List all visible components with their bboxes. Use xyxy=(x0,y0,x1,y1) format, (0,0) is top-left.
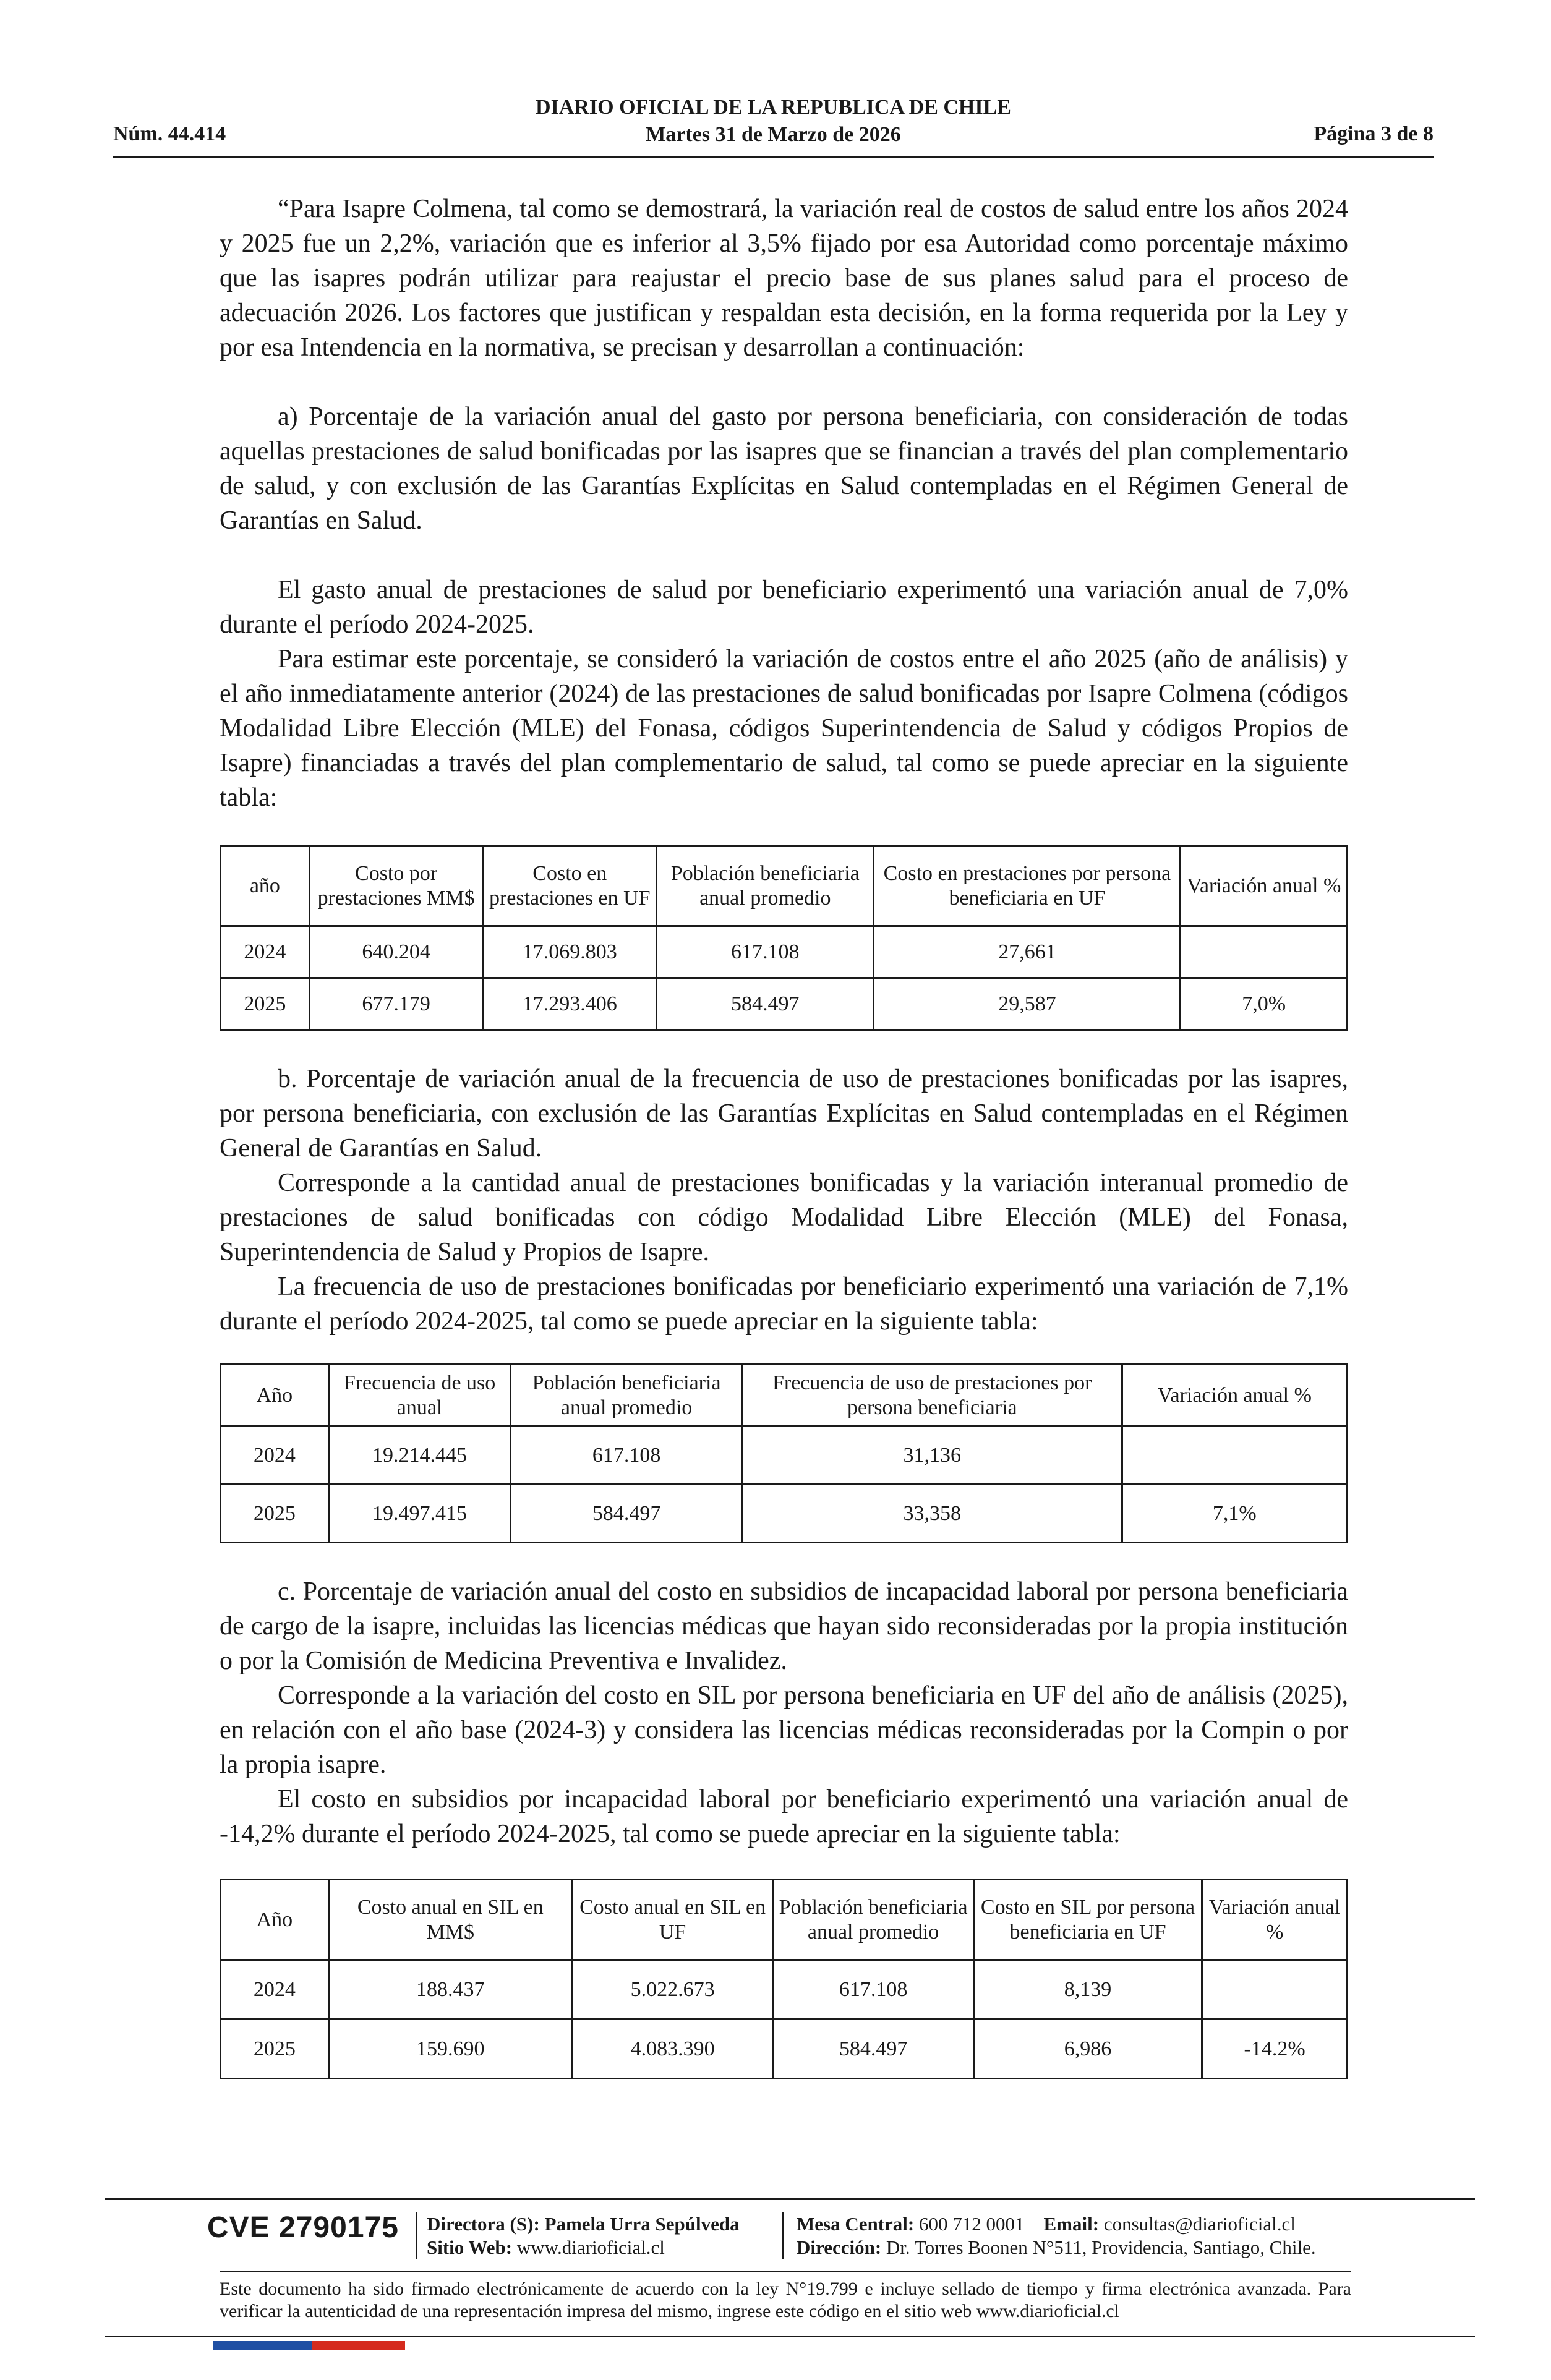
table-cell: 2024 xyxy=(221,1960,329,2020)
table-cell xyxy=(1202,1960,1348,2020)
table-cell: 8,139 xyxy=(973,1960,1202,2020)
table-header: Costo en prestaciones por persona beneficiaria en UF xyxy=(874,846,1181,926)
footer-director-block xyxy=(427,2212,740,2259)
address-value: Dr. Torres Boonen N°511, Providencia, Santiago, Chile. xyxy=(886,2237,1316,2258)
table-cell: 2025 xyxy=(221,1485,329,1543)
table-header: Costo en SIL por persona beneficiaria en UF xyxy=(973,1880,1202,1960)
table-cell: 2025 xyxy=(221,978,310,1030)
table-cell: 677.179 xyxy=(309,978,483,1030)
table-header: Costo anual en SIL en MM$ xyxy=(328,1880,572,1960)
email-label: Email: xyxy=(1043,2213,1100,2235)
footer-contact-block xyxy=(797,2212,1316,2259)
section-b-heading: b. Porcentaje de variación anual de la frecuencia de uso de prestaciones bonificadas por las isapres, por persona beneficiaria, con exclusión de las Garantías Explícitas en Salud contempladas en el Régimen General de Garantías en Salud. xyxy=(220,1065,1348,1162)
table-cell: 617.108 xyxy=(657,926,874,978)
table-cell: 159.690 xyxy=(328,2020,572,2079)
flag-stripe-red xyxy=(312,2341,405,2350)
table-cell: 7,1% xyxy=(1122,1485,1347,1543)
page-number: Página 3 de 8 xyxy=(1314,122,1434,145)
table-cell: 2024 xyxy=(221,926,310,978)
section-c-heading: c. Porcentaje de variación anual del costo en subsidios de incapacidad laboral por persona beneficiaria de cargo de la isapre, incluidas las licencias médicas que hayan sido reconsideradas por la propia institución o por la Comisión de Medicina Preventiva e Invalidez. xyxy=(220,1577,1348,1675)
table-cell: 188.437 xyxy=(328,1960,572,2020)
table-header: Población beneficiaria anual promedio xyxy=(511,1365,742,1427)
table-cell: 617.108 xyxy=(773,1960,974,2020)
table-cell: -14.2% xyxy=(1202,2020,1348,2079)
section-c-result: El costo en subsidios por incapacidad laboral por beneficiario experimentó una variación anual de -14,2% durante el período 2024-2025, tal como se puede apreciar en la siguiente tabla: xyxy=(220,1785,1348,1848)
table-header: Año xyxy=(221,1365,329,1427)
table-cell: 27,661 xyxy=(874,926,1181,978)
header-divider xyxy=(113,156,1434,158)
table-cell: 17.293.406 xyxy=(483,978,657,1030)
table-cell: 617.108 xyxy=(511,1427,742,1485)
table-row xyxy=(221,2020,1348,2079)
cost-per-beneficiary-table xyxy=(220,845,1348,1031)
phone-value: 600 712 0001 xyxy=(919,2213,1025,2235)
table-header: Costo en prestaciones en UF xyxy=(483,846,657,926)
table-header: Frecuencia de uso de prestaciones por persona beneficiaria xyxy=(742,1365,1122,1427)
table-row xyxy=(221,978,1348,1030)
section-a-heading: a) Porcentaje de la variación anual del gasto por persona beneficiaria, con consideración de todas aquellas prestaciones de salud bonificadas por las isapres que se financian a través del plan complementario de salud, y con exclusión de las Garantías Explícitas en Salud contempladas en el Régimen General de Garantías en Salud. xyxy=(220,403,1348,535)
table-cell: 17.069.803 xyxy=(483,926,657,978)
table-header: Variación anual % xyxy=(1202,1880,1348,1960)
address-label: Dirección: xyxy=(797,2237,882,2258)
footer-separator xyxy=(416,2212,417,2259)
table-row xyxy=(221,1485,1348,1543)
table-cell: 4.083.390 xyxy=(572,2020,772,2079)
table-header: Frecuencia de uso anual xyxy=(328,1365,511,1427)
table-cell: 33,358 xyxy=(742,1485,1122,1543)
section-c-description: Corresponde a la variación del costo en SIL por persona beneficiaria en UF del año de análisis (2025), en relación con el año base (2024-3) y considera las licencias médicas reconsideradas por la Compin o por la propia isapre. xyxy=(220,1681,1348,1779)
signature-note: Este documento ha sido firmado electrónicamente de acuerdo con la ley N°19.799 e incluye sellado de tiempo y firma electrónica avanzada. Para verificar la autenticidad de una representación impresa del mismo, ingrese este código en el sitio web www.diarioficial.cl xyxy=(220,2279,1351,2321)
page-header xyxy=(113,93,1434,148)
table-header: Variación anual % xyxy=(1122,1365,1347,1427)
issue-date: Martes 31 de Marzo de 2026 xyxy=(646,123,901,146)
table-header: Población beneficiaria anual promedio xyxy=(773,1880,974,1960)
table-cell: 31,136 xyxy=(742,1427,1122,1485)
director-name: Pamela Urra Sepúlveda xyxy=(544,2213,740,2235)
table-header-row xyxy=(221,846,1348,926)
footer-divider xyxy=(105,2198,1475,2200)
email-link[interactable]: consultas@diarioficial.cl xyxy=(1103,2213,1296,2235)
table-cell: 29,587 xyxy=(874,978,1181,1030)
table-cell: 5.022.673 xyxy=(572,1960,772,2020)
footer-separator xyxy=(782,2212,784,2259)
web-label: Sitio Web: xyxy=(427,2237,513,2258)
table-cell: 7,0% xyxy=(1181,978,1348,1030)
table-row xyxy=(221,926,1348,978)
table-cell: 584.497 xyxy=(511,1485,742,1543)
table-cell xyxy=(1181,926,1348,978)
table-cell: 2024 xyxy=(221,1427,329,1485)
document-body xyxy=(220,192,1348,2079)
table-cell: 640.204 xyxy=(309,926,483,978)
intro-paragraph: “Para Isapre Colmena, tal como se demostrará, la variación real de costos de salud entre los años 2024 y 2025 fue un 2,2%, variación que es inferior al 3,5% fijado por esa Autoridad como porcentaje máximo que las isapres podrán utilizar para reajustar el precio base de sus planes salud para el proceso de adecuación 2026. Los factores que justifican y respaldan esta decisión, en la forma requerida por la Ley y por esa Intendencia en la normativa, se precisan y desarrollan a continuación: xyxy=(220,195,1348,362)
flag-stripe-blue xyxy=(213,2341,312,2350)
table-cell: 584.497 xyxy=(773,2020,974,2079)
table-cell: 6,986 xyxy=(973,2020,1202,2079)
footer-bottom-rule xyxy=(105,2336,1475,2337)
newspaper-title: DIARIO OFICIAL DE LA REPUBLICA DE CHILE xyxy=(536,96,1011,119)
phone-label: Mesa Central: xyxy=(797,2213,915,2235)
footer-note-divider xyxy=(220,2271,1351,2272)
table-cell: 19.214.445 xyxy=(328,1427,511,1485)
table-header: año xyxy=(221,846,310,926)
cve-code: CVE 2790175 xyxy=(207,2211,399,2244)
table-header: Costo por prestaciones MM$ xyxy=(309,846,483,926)
table-header: Población beneficiaria anual promedio xyxy=(657,846,874,926)
table-cell: 584.497 xyxy=(657,978,874,1030)
issue-number: Núm. 44.414 xyxy=(113,122,226,145)
table-header: Variación anual % xyxy=(1181,846,1348,926)
table-header: Año xyxy=(221,1880,329,1960)
table-header-row xyxy=(221,1365,1348,1427)
usage-frequency-table xyxy=(220,1363,1348,1543)
web-link[interactable]: www.diarioficial.cl xyxy=(516,2237,665,2258)
section-a-method: Para estimar este porcentaje, se consideró la variación de costos entre el año 2025 (año de análisis) y el año inmediatamente anterior (2024) de las prestaciones de salud bonificadas por Isapre Colmena (códigos Modalidad Libre Elección (MLE) del Fonasa, códigos Superintendencia de Salud y códigos Propios de Isapre) financiadas a través del plan complementario de salud, tal como se puede apreciar en la siguiente tabla: xyxy=(220,645,1348,812)
sick-leave-cost-table xyxy=(220,1879,1348,2079)
section-a-result: El gasto anual de prestaciones de salud por beneficiario experimentó una variación anual de 7,0% durante el período 2024-2025. xyxy=(220,576,1348,639)
section-b-description: Corresponde a la cantidad anual de prestaciones bonificadas y la variación interanual promedio de prestaciones de salud bonificadas con código Modalidad Libre Elección (MLE) del Fonasa, Superintendencia de Salud y Propios de Isapre. xyxy=(220,1169,1348,1266)
table-row xyxy=(221,1427,1348,1485)
table-cell: 19.497.415 xyxy=(328,1485,511,1543)
table-header: Costo anual en SIL en UF xyxy=(572,1880,772,1960)
table-header-row xyxy=(221,1880,1348,1960)
table-row xyxy=(221,1960,1348,2020)
director-label: Directora (S): xyxy=(427,2213,540,2235)
table-cell xyxy=(1122,1427,1347,1485)
table-cell: 2025 xyxy=(221,2020,329,2079)
section-b-result: La frecuencia de uso de prestaciones bonificadas por beneficiario experimentó una variación de 7,1% durante el período 2024-2025, tal como se puede apreciar en la siguiente tabla: xyxy=(220,1273,1348,1336)
